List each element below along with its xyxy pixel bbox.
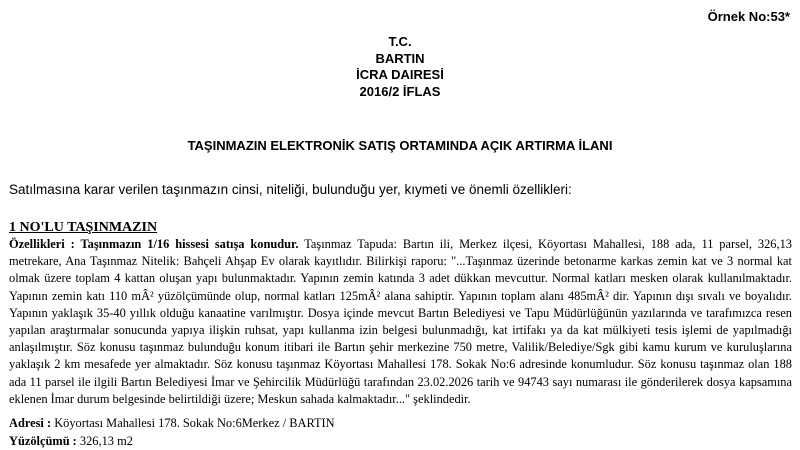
area-value: 326,13 m2 [76, 434, 133, 448]
features-label: Özellikleri : Taşınmazın 1/16 hissesi satışa konudur. [9, 237, 299, 251]
intro-text: Satılmasına karar verilen taşınmazın cinsi, niteliği, bulunduğu yer, kıymeti ve önemli özellikleri: [9, 182, 572, 197]
notice-title: TAŞINMAZIN ELEKTRONİK SATIŞ ORTAMINDA AÇIK ARTIRMA İLANI [187, 138, 613, 153]
features-text: Taşınmaz Tapuda: Bartın ili, Merkez ilçesi, Köyortası Mahallesi, 188 ada, 11 parsel, 326,13 metrekare, Ana Taşınmaz Nitelik: Bahçeli Ahşap Ev olarak kayıtlıdır. Bilirkişi raporu: "...Taşınmaz üzerinde betonarme karkas zemin kat ve 3 normal kat olmak üzere toplam 4 kattan oluşan yapı bulunmaktadır. Yapının zemin katında 3 adet dükkan mevcuttur. Normal katları mesken olarak kullanılmaktadır. Yapının zemin katı 110 mÂ² yüzölçümünde olup, normal katları 125mÂ² alana sahiptir. Yapının toplam alanı 485mÂ² dir. Yapının dışı sıvalı ve boyalıdır. Yapının yaklaşık 35-40 yıllık olduğu kanaatine varılmıştır. Dosya içinde mevcut Bartın Belediyesi ve Tapu Müdürlüğünün yazılarında ve tarafımızca resen yapılan araştırmalar sonucunda yapıya ilişkin ruhsat, yapı kullanma izin belgesi bulunmadığı, kat irtifakı ya da kat mülkiyeti tesis işlemi de yapılmadığı anlaşılmıştır. Söz konusu taşınmaz bulunduğu konum itibari ile Bartın şehir merkezine 750 metre, Valilik/Belediye/Sgk gibi kamu kurum ve kuruluşlarına yaklaşık 2 km mesafede yer almaktadır. Söz konusu taşınmaz Köyortası Mahallesi 178. Sokak No:6 adresinde konumludur. Söz konusu taşınmaz olan 188 ada 11 parsel ile ilgili Bartın Belediyesi İmar ve Şehircilik Müdürlüğü tarafından 23.02.2026 tarih ve 94743 sayı numarası ile gönderilerek dosya kapsamına eklenen İmar durum belgesinde belirtildiği üzere; Meskun sahada kalmaktadır..." şeklindedir. [9, 237, 792, 406]
address-label: Adresi : [9, 416, 52, 430]
area-label: Yüzölçümü : [9, 434, 77, 448]
header-line-case: 2016/2 İFLAS [359, 83, 441, 99]
header-line-office: İCRA DAIRESİ [356, 67, 444, 82]
office-header [0, 34, 800, 100]
header-line-tc: T.C. [388, 34, 412, 49]
sample-number: Örnek No:53* [707, 9, 790, 24]
property-features [9, 236, 792, 408]
property-area [9, 434, 133, 449]
header-line-city: BARTIN [375, 50, 425, 66]
property-heading: 1 NO'LU TAŞINMAZIN [9, 220, 158, 235]
property-address [9, 416, 335, 431]
address-value: Köyortası Mahallesi 178. Sokak No:6Merkez / BARTIN [51, 416, 335, 430]
